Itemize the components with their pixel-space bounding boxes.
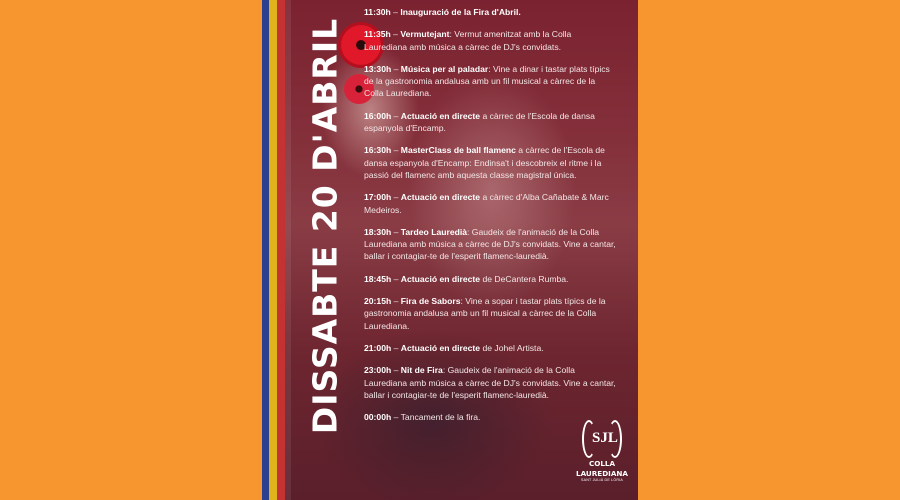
event-title: Tardeo Lauredià xyxy=(400,226,468,237)
flag-stripe-blue xyxy=(262,0,269,500)
event-description: : Vine a dinar i tastar plats típics de la gastronomia andalusa amb un fil musical a càrrec de la Colla Laurediana. xyxy=(364,63,610,99)
event-description: : Gaudeix de l'animació de la Colla Laurediana amb música a càrrec de DJ's convidats. Vine a cantar, ballar i contagiar-te de l'esperit flamenc-lauredià. xyxy=(364,365,616,400)
schedule-item: 13:30h – Música per al paladar: Vine a dinar i tastar plats típics de la gastronomia andalusa amb un fil musical a càrrec de la Colla Laurediana. xyxy=(364,63,610,99)
logo-name-line2: LAUREDIANA xyxy=(576,469,628,478)
flag-stripe-shade xyxy=(285,0,291,500)
event-poster xyxy=(262,0,638,500)
date-heading: DISSABTE 20 D'ABRIL xyxy=(305,17,345,435)
event-title: Actuació en directe xyxy=(400,273,481,284)
event-time: 13:30h xyxy=(364,63,392,74)
event-time: 00:00h xyxy=(364,412,392,423)
event-title: Actuació en directe xyxy=(400,192,481,203)
event-time: 11:30h xyxy=(364,7,391,17)
flag-stripe-yellow xyxy=(269,0,277,500)
logo-monogram: SJL xyxy=(592,430,618,446)
event-time: 20:15h xyxy=(364,296,392,307)
schedule-item: 11:35h – Vermutejant: Vermut amenitzat amb la Colla Laurediana amb música a càrrec de DJ's convidats. xyxy=(364,29,572,52)
event-title: Nit de Fira xyxy=(400,365,443,376)
schedule-item: 21:00h – Actuació en directe de Johel Artista. xyxy=(364,342,544,353)
event-time: 23:00h xyxy=(364,365,392,376)
event-title: Música per al paladar xyxy=(400,63,489,74)
event-description: de DeCantera Rumba. xyxy=(480,273,569,284)
schedule-item: 16:00h – Actuació en directe a càrrec de l'Escola de dansa espanyola d'Encamp. xyxy=(364,110,595,134)
schedule-item: 11:30h – Inauguració de la Fira d'Abril. xyxy=(364,7,521,17)
event-title: Vermutejant xyxy=(400,29,450,40)
event-description: Tancament de la fira. xyxy=(400,412,481,423)
event-time: 18:45h xyxy=(364,273,392,284)
schedule-item: 16:30h – MasterClass de ball flamenc a càrrec de l'Escola de dansa espanyola d'Encamp: Endinsa't i descobreix el ritme i la passió del flamenc amb aquesta classe magistral única. xyxy=(364,145,605,180)
colla-laurediana-logo xyxy=(576,418,628,496)
schedule-item: 23:00h – Nit de Fira: Gaudeix de l'animació de la Colla Laurediana amb música a càrrec de DJ's convidats. Vine a cantar, ballar i contagiar-te de l'esperit flamenc-lauredià. xyxy=(364,365,616,400)
schedule-item: 20:15h – Fira de Sabors: Vine a sopar i tastar plats típics de la gastronomia andalusa amb un fil musical a càrrec de la Colla Laurediana. xyxy=(364,296,606,331)
event-time: 18:30h xyxy=(364,226,392,237)
event-description: a càrrec de l'Escola de dansa espanyola d'Encamp: Endinsa't i descobreix el ritme i la passió del flamenc amb aquesta classe magistral única. xyxy=(364,145,605,180)
event-title: Actuació en directe xyxy=(400,110,481,121)
event-time: 21:00h xyxy=(364,342,392,353)
laurel-wreath-icon xyxy=(582,418,622,458)
event-description: a càrrec de l'Escola de dansa espanyola d'Encamp. xyxy=(364,110,595,134)
schedule-item: 17:00h – Actuació en directe a càrrec d'Alba Cañabate & Marc Medeiros. xyxy=(364,192,609,215)
event-title: Fira de Sabors xyxy=(400,296,461,307)
event-time: 17:00h xyxy=(364,192,392,203)
logo-name-line1: COLLA xyxy=(588,459,616,468)
event-time: 16:00h xyxy=(364,110,392,121)
event-description: : Vermut amenitzat amb la Colla Laurediana amb música a càrrec de DJ's convidats. xyxy=(364,29,572,52)
schedule-item: 00:00h – Tancament de la fira. xyxy=(364,412,481,423)
event-time: 16:30h xyxy=(364,145,392,156)
event-description: a càrrec d'Alba Cañabate & Marc Medeiros. xyxy=(364,192,609,215)
event-description: : Vine a sopar i tastar plats típics de la gastronomia andalusa amb un fil musical a càrrec de la Colla Laurediana. xyxy=(364,296,606,331)
event-title: Actuació en directe xyxy=(400,342,481,353)
event-time: 11:35h xyxy=(364,29,391,40)
flag-stripe-red xyxy=(277,0,285,500)
event-title: Inauguració de la Fira d'Abril. xyxy=(400,7,521,17)
schedule-item: 18:45h – Actuació en directe de DeCantera Rumba. xyxy=(364,273,569,284)
event-title: MasterClass de ball flamenc xyxy=(400,145,516,156)
schedule-item: 18:30h – Tardeo Lauredià: Gaudeix de l'animació de la Colla Laurediana amb música a càrrec de DJ's convidats. Vine a cantar, ballar i contagiar-te de l'esperit flamenc-lauredià. xyxy=(364,226,616,262)
event-schedule xyxy=(364,6,616,433)
event-description: : Gaudeix de l'animació de la Colla Laurediana amb música a càrrec de DJ's convidats. Vine a cantar, ballar i contagiar-te de l'esperit flamenc-lauredià. xyxy=(364,226,616,262)
logo-subtitle: SANT JULIÀ DE LÒRIA xyxy=(581,478,623,482)
event-description: de Johel Artista. xyxy=(480,342,544,353)
